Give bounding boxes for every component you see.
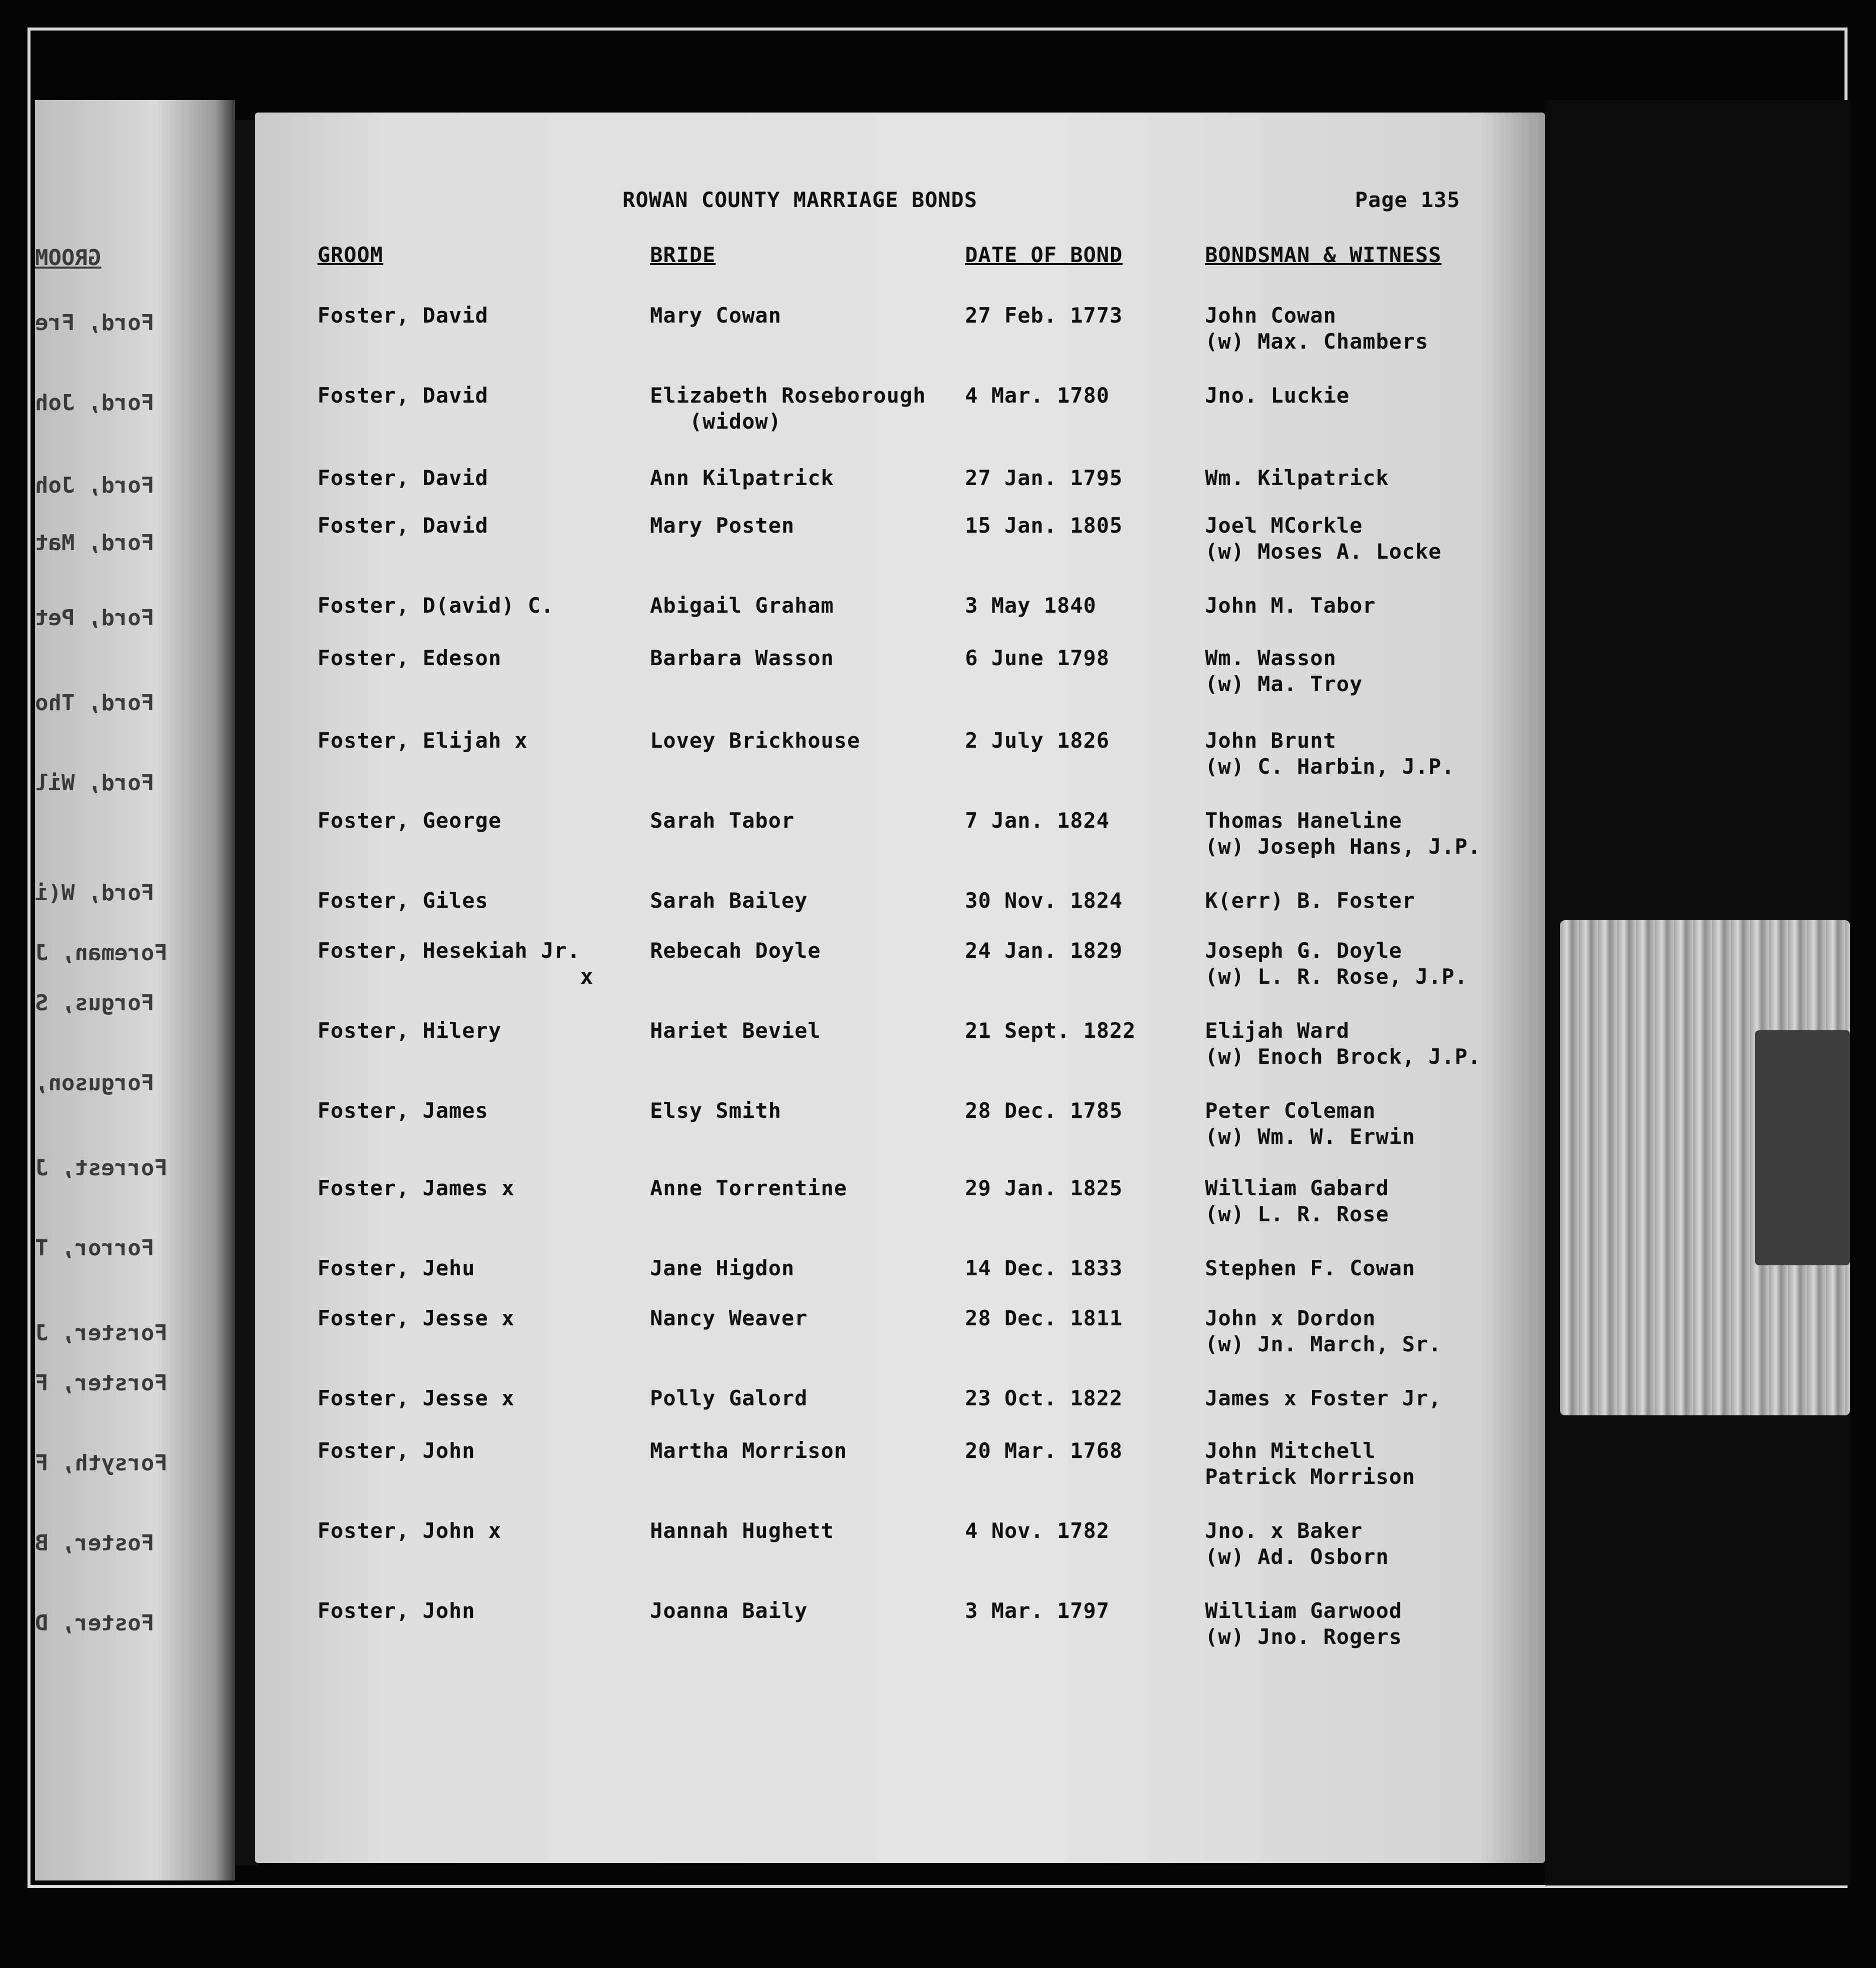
column-header-date: DATE OF BOND (965, 243, 1123, 267)
groom-cell: Foster, D(avid) C. (318, 593, 554, 618)
left-page-line: Forgus, S (35, 990, 154, 1016)
left-page-line: Foster, B (35, 1530, 154, 1556)
date-cell: 15 Jan. 1805 (965, 513, 1123, 538)
table-row (318, 1438, 1538, 1498)
date-cell: 28 Dec. 1785 (965, 1098, 1123, 1123)
groom-cell: Foster, David (318, 303, 488, 328)
bondsman-cell: Jno. x Baker (w) Ad. Osborn (1205, 1518, 1390, 1569)
groom-cell: Foster, Jesse x (318, 1386, 515, 1410)
bride-cell: Abigail Graham (650, 593, 834, 618)
left-page-line: Ford, Fre (35, 310, 154, 336)
bondsman-cell: John Mitchell Patrick Morrison (1205, 1438, 1416, 1489)
groom-cell: Foster, George (318, 808, 502, 833)
table-row (318, 728, 1538, 788)
groom-cell: Foster, David (318, 466, 488, 490)
table-row (318, 645, 1538, 705)
bondsman-cell: William Gabard (w) L. R. Rose (1205, 1176, 1390, 1226)
bondsman-cell: William Garwood (w) Jno. Rogers (1205, 1598, 1402, 1649)
left-page-line: Ford, Joh (35, 473, 154, 498)
left-page-line: Ford, Joh (35, 390, 154, 416)
bondsman-cell: John x Dordon (w) Jn. March, Sr. (1205, 1306, 1442, 1356)
table-row (318, 1098, 1538, 1158)
bondsman-cell: John Brunt (w) C. Harbin, J.P. (1205, 728, 1455, 779)
date-cell: 24 Jan. 1829 (965, 938, 1123, 963)
column-header-bride: BRIDE (650, 243, 716, 267)
date-cell: 21 Sept. 1822 (965, 1018, 1136, 1043)
bride-cell: Mary Cowan (650, 303, 782, 328)
bride-cell: Rebecah Doyle (650, 938, 821, 963)
bondsman-cell: Jno. Luckie (1205, 383, 1350, 408)
table-row (318, 1518, 1538, 1578)
groom-cell: Foster, John x (318, 1518, 502, 1543)
page-number: Page 135 (1355, 188, 1460, 212)
left-page-line: Ford, Wil (35, 770, 154, 796)
table-row (318, 513, 1538, 573)
table-row (318, 808, 1538, 868)
groom-cell: Foster, Giles (318, 888, 488, 913)
bride-cell: Polly Galord (650, 1386, 808, 1410)
table-row (318, 303, 1538, 363)
bride-cell: Hannah Hughett (650, 1518, 834, 1543)
groom-cell: Foster, John (318, 1438, 476, 1463)
date-cell: 20 Mar. 1768 (965, 1438, 1123, 1463)
table-row (318, 1385, 1538, 1445)
left-page (35, 100, 235, 1880)
bondsman-cell: John Cowan (w) Max. Chambers (1205, 303, 1428, 354)
table-row (318, 938, 1538, 998)
groom-cell: Foster, Hesekiah Jr. x (318, 938, 594, 989)
left-page-line: Ford, Tho (35, 690, 154, 716)
bondsman-cell: Wm. Kilpatrick (1205, 466, 1390, 490)
date-cell: 3 Mar. 1797 (965, 1598, 1110, 1623)
bride-cell: Hariet Beviel (650, 1018, 821, 1043)
bride-cell: Mary Posten (650, 513, 795, 538)
left-page-line: Forster, F (35, 1370, 168, 1396)
date-cell: 27 Jan. 1795 (965, 466, 1123, 490)
groom-cell: Foster, John (318, 1598, 476, 1623)
left-page-line: Foreman, J (35, 940, 168, 966)
bride-cell: Jane Higdon (650, 1256, 795, 1280)
page-title: ROWAN COUNTY MARRIAGE BONDS (622, 188, 978, 212)
bondsman-cell: Joel MCorkle (w) Moses A. Locke (1205, 513, 1442, 564)
table-row (318, 1018, 1538, 1078)
date-cell: 4 Nov. 1782 (965, 1518, 1110, 1543)
bride-cell: Ann Kilpatrick (650, 466, 834, 490)
bride-cell: Nancy Weaver (650, 1306, 808, 1330)
bride-cell: Joanna Baily (650, 1598, 808, 1623)
left-page-line: Ford, Mat (35, 530, 154, 556)
binding-strap (1755, 1030, 1850, 1265)
bride-cell: Lovey Brickhouse (650, 728, 860, 753)
groom-cell: Foster, Hilery (318, 1018, 502, 1043)
bondsman-cell: Joseph G. Doyle (w) L. R. Rose, J.P. (1205, 938, 1468, 989)
bride-cell: Sarah Bailey (650, 888, 808, 913)
bondsman-cell: James x Foster Jr, (1205, 1386, 1442, 1410)
bride-cell: Elsy Smith (650, 1098, 782, 1123)
bondsman-cell: K(err) B. Foster (1205, 888, 1416, 913)
date-cell: 2 July 1826 (965, 728, 1110, 753)
table-row (318, 1305, 1538, 1365)
date-cell: 4 Mar. 1780 (965, 383, 1110, 408)
bride-cell: Martha Morrison (650, 1438, 848, 1463)
groom-cell: Foster, James x (318, 1176, 515, 1200)
bride-cell: Elizabeth Roseborough (widow) (650, 383, 926, 434)
date-cell: 29 Jan. 1825 (965, 1176, 1123, 1200)
date-cell: 27 Feb. 1773 (965, 303, 1123, 328)
date-cell: 30 Nov. 1824 (965, 888, 1123, 913)
left-page-line: Ford, Pet (35, 605, 154, 631)
date-cell: 14 Dec. 1833 (965, 1256, 1123, 1280)
table-row (318, 1175, 1538, 1235)
groom-cell: Foster, Edeson (318, 646, 502, 670)
table-row (318, 1598, 1538, 1658)
bondsman-cell: Elijah Ward (w) Enoch Brock, J.P. (1205, 1018, 1482, 1069)
groom-cell: Foster, Elijah x (318, 728, 528, 753)
groom-cell: Foster, Jesse x (318, 1306, 515, 1330)
date-cell: 3 May 1840 (965, 593, 1096, 618)
date-cell: 7 Jan. 1824 (965, 808, 1110, 833)
bride-cell: Anne Torrentine (650, 1176, 848, 1200)
table-row (318, 593, 1538, 653)
left-page-line: Foster, D (35, 1610, 154, 1636)
bride-cell: Barbara Wasson (650, 646, 834, 670)
bondsman-cell: Peter Coleman (w) Wm. W. Erwin (1205, 1098, 1416, 1149)
groom-cell: Foster, Jehu (318, 1256, 476, 1280)
bondsman-cell: John M. Tabor (1205, 593, 1376, 618)
left-page-line: Forster, J (35, 1320, 168, 1346)
left-page-line: Forrest, J (35, 1155, 168, 1181)
table-row (318, 383, 1538, 443)
column-header-groom: GROOM (318, 243, 384, 267)
groom-cell: Foster, James (318, 1098, 488, 1123)
groom-cell: Foster, David (318, 383, 488, 408)
date-cell: 23 Oct. 1822 (965, 1386, 1123, 1410)
left-page-line: Forsyth, F (35, 1450, 168, 1476)
left-page-line: Forror, T (35, 1235, 154, 1261)
date-cell: 6 June 1798 (965, 646, 1110, 670)
left-page-heading: GROOM (35, 245, 102, 271)
left-page-line: Forguson, (35, 1070, 154, 1096)
bondsman-cell: Wm. Wasson (w) Ma. Troy (1205, 646, 1363, 696)
groom-cell: Foster, David (318, 513, 488, 538)
bride-cell: Sarah Tabor (650, 808, 795, 833)
date-cell: 28 Dec. 1811 (965, 1306, 1123, 1330)
column-header-bondsman: BONDSMAN & WITNESS (1205, 243, 1442, 267)
book-gutter (235, 120, 258, 1865)
bondsman-cell: Stephen F. Cowan (1205, 1256, 1416, 1280)
bondsman-cell: Thomas Haneline (w) Joseph Hans, J.P. (1205, 808, 1482, 859)
left-page-line: Ford, W(i (35, 880, 154, 906)
